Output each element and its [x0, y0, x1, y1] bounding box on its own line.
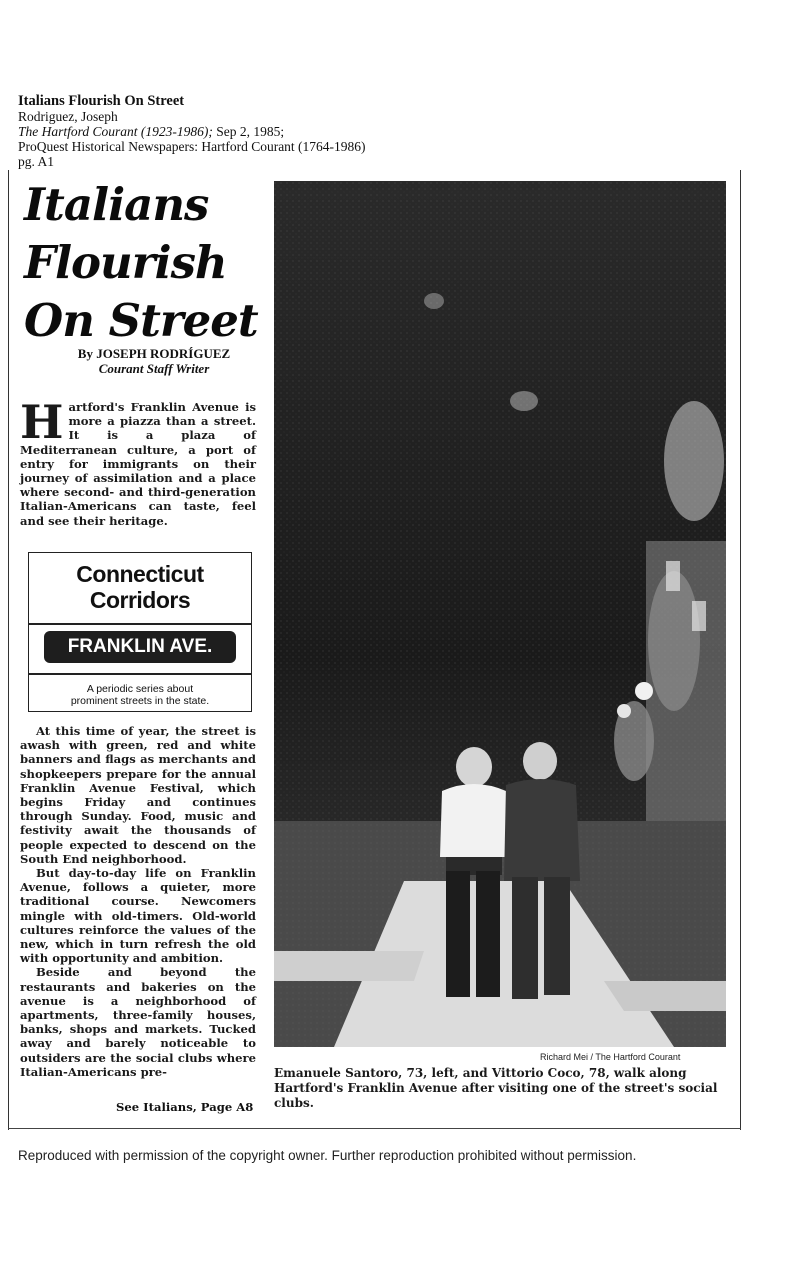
- frame-bottom-rule: [8, 1128, 741, 1129]
- body-paragraph: But day-to-day life on Franklin Avenue, follows a quieter, more traditional course. Newcomers mingle with old-timers. Old-world cultures reinforce the values of the new, which in turn refresh the old with opportunity and ambition.: [20, 866, 256, 966]
- street-sign-band: [28, 623, 252, 675]
- series-note: [29, 683, 251, 707]
- byline: [54, 346, 254, 376]
- body-paragraph: At this time of year, the street is awash with green, red and white banners and flags as merchants and shopkeepers prepare for the annual Franklin Avenue Festival, which begins Friday and continues through Sunday. Food, music and festivity await the thousands of people expected to descend on the South End neighborhood.: [20, 724, 256, 866]
- citation-page: pg. A1: [18, 154, 55, 169]
- article-body: [20, 724, 256, 1079]
- lead-text: artford's Franklin Avenue is more a piazza than a street. It is a plaza of Mediterranean culture, a port of entry for immigrants on their journey of assimilation and a place where second- and third-generation Italian-Americans can taste, feel and see their heritage.: [20, 400, 256, 528]
- citation-title: Italians Flourish On Street: [18, 93, 185, 109]
- citation-database: ProQuest Historical Newspapers: Hartford Courant (1764-1986): [18, 139, 366, 154]
- photo-caption: Emanuele Santoro, 73, left, and Vittorio Coco, 78, walk along Hartford's Franklin Avenue after visiting one of the street's social clubs.: [274, 1066, 718, 1110]
- headline: [24, 176, 264, 350]
- citation-date: Sep 2, 1985;: [212, 124, 285, 139]
- frame-right-rule: [740, 170, 741, 1130]
- citation-block: [18, 94, 366, 169]
- series-note-line-2: prominent streets in the state.: [70, 695, 210, 707]
- headline-line-2: Flourish: [24, 236, 227, 289]
- copyright-footer: Reproduced with permission of the copyright owner. Further reproduction prohibited without permission.: [18, 1148, 637, 1163]
- lead-paragraph: [20, 395, 256, 528]
- body-paragraph: Beside and beyond the restaurants and bakeries on the avenue is a neighborhood of apartments, three-family houses, banks, shops and markets. Tucked away and barely noticeable to outsiders are the social clubs where Italian-Americans pre-: [20, 965, 256, 1079]
- frame-left-rule: [8, 170, 9, 1130]
- series-box: [28, 552, 252, 712]
- photo-image: [274, 181, 726, 1047]
- citation-author: Rodriguez, Joseph: [18, 109, 118, 124]
- headline-line-1: Italians: [24, 178, 209, 231]
- series-title: [29, 561, 251, 613]
- photo-credit: Richard Mei / The Hartford Courant: [540, 1052, 681, 1062]
- series-title-line-2: Corridors: [89, 587, 191, 613]
- series-title-line-1: Connecticut: [76, 561, 204, 587]
- street-sign: FRANKLIN AVE.: [44, 631, 236, 663]
- byline-role: Courant Staff Writer: [98, 361, 210, 376]
- byline-name: By JOSEPH RODRÍGUEZ: [77, 346, 231, 361]
- news-photo: [274, 181, 726, 1047]
- series-note-line-1: A periodic series about: [86, 683, 194, 695]
- citation-source: The Hartford Courant (1923-1986);: [18, 124, 213, 139]
- citation-source-line: [18, 124, 366, 139]
- jump-line: See Italians, Page A8: [116, 1100, 254, 1114]
- drop-cap: H: [20, 395, 64, 449]
- headline-line-3: On Street: [24, 294, 258, 347]
